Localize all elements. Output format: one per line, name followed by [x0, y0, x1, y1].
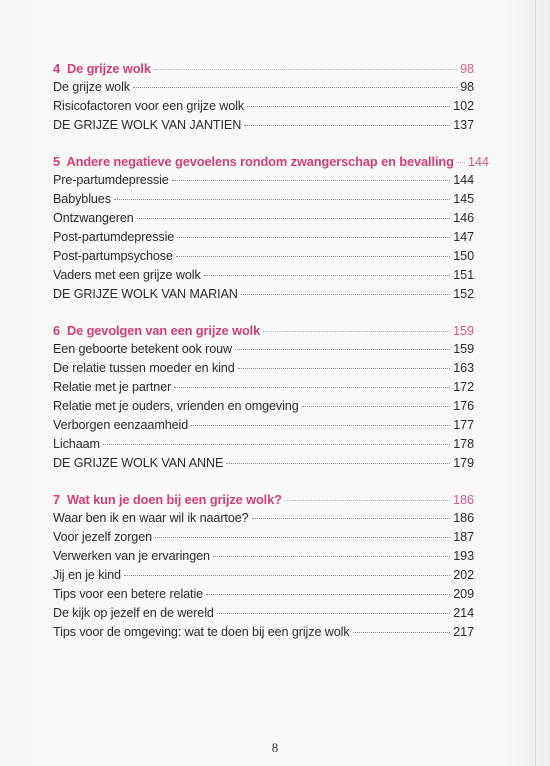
entry-title: DE GRIJZE WOLK VAN MARIAN: [53, 287, 238, 301]
entry-title: Tips voor de omgeving: wat te doen bij een grijze wolk: [53, 625, 350, 639]
toc-entry[interactable]: [53, 566, 474, 585]
entry-title: Verborgen eenzaamheid: [53, 418, 189, 432]
toc-entry[interactable]: [53, 435, 474, 454]
leader-dots: [235, 349, 450, 350]
entry-title: Relatie met je ouders, vrienden en omgeving: [53, 399, 299, 413]
page-number: 102: [453, 99, 474, 113]
toc-entry[interactable]: [53, 509, 474, 528]
chapter-heading[interactable]: [53, 490, 474, 509]
page-number: 177: [453, 418, 474, 432]
leader-dots: [241, 294, 450, 295]
page-number: 147: [453, 230, 474, 244]
leader-dots: [177, 237, 450, 238]
page-number: 179: [453, 456, 474, 470]
leader-dots: [114, 199, 450, 200]
entry-title: De kijk op jezelf en de wereld: [53, 606, 214, 620]
leader-dots: [204, 275, 451, 276]
toc-entry[interactable]: [53, 209, 474, 228]
leader-dots: [133, 87, 457, 88]
entry-title: Lichaam: [53, 437, 100, 451]
toc-entry[interactable]: [53, 528, 474, 547]
toc-entry[interactable]: [53, 585, 474, 604]
page-number: 98: [460, 80, 474, 94]
entry-title: Risicofactoren voor een grijze wolk: [53, 99, 245, 113]
page-number: 151: [453, 268, 474, 282]
toc-entry[interactable]: [53, 416, 474, 435]
toc-entry[interactable]: [53, 78, 474, 97]
page-number: 209: [453, 587, 474, 601]
leader-dots: [238, 368, 451, 369]
chapter-4: [53, 59, 474, 135]
leader-dots: [213, 556, 450, 557]
page-number: 214: [453, 606, 474, 620]
entry-title: Ontzwangeren: [53, 211, 134, 225]
leader-dots: [263, 331, 450, 332]
toc-entry[interactable]: [53, 378, 474, 397]
entry-title: Relatie met je partner: [53, 380, 172, 394]
toc-entry[interactable]: [53, 454, 474, 473]
toc-entry[interactable]: [53, 266, 474, 285]
leader-dots: [302, 406, 451, 407]
chapter-6: [53, 321, 474, 473]
entry-title: Tips voor een betere relatie: [53, 587, 204, 601]
leader-dots: [137, 218, 451, 219]
leader-dots: [176, 256, 450, 257]
page-number: 186: [453, 511, 474, 525]
page-number: 172: [453, 380, 474, 394]
entry-title: Post-partumpsychose: [53, 249, 173, 263]
leader-dots: [172, 180, 451, 181]
toc-entry[interactable]: [53, 228, 474, 247]
entry-title: Jij en je kind: [53, 568, 121, 582]
chapter-heading[interactable]: [53, 59, 474, 78]
leader-dots: [252, 518, 451, 519]
chapter-title: 5 Andere negatieve gevoelens rondom zwangerschap en bevalling: [53, 154, 454, 169]
entry-title: Voor jezelf zorgen: [53, 530, 153, 544]
page-number: 145: [453, 192, 474, 206]
entry-title: De relatie tussen moeder en kind: [53, 361, 235, 375]
page-number: 202: [453, 568, 474, 582]
page-number: 176: [453, 399, 474, 413]
chapter-title: 4 De grijze wolk: [53, 61, 151, 76]
leader-dots: [206, 594, 450, 595]
page-number: 144: [467, 154, 489, 169]
page-number: 146: [453, 211, 474, 225]
toc-entry[interactable]: [53, 171, 474, 190]
toc-entry[interactable]: [53, 397, 474, 416]
leader-dots: [191, 425, 450, 426]
entry-title: Verwerken van je ervaringen: [53, 549, 210, 563]
chapter-7: [53, 490, 474, 642]
leader-dots: [244, 125, 450, 126]
toc-entry[interactable]: [53, 340, 474, 359]
entry-title: Post-partumdepressie: [53, 230, 175, 244]
page-number: 150: [453, 249, 474, 263]
chapter-title: 6 De gevolgen van een grijze wolk: [53, 323, 261, 338]
page-number: 193: [453, 549, 474, 563]
toc-entry[interactable]: [53, 359, 474, 378]
leader-dots: [103, 444, 450, 445]
page-number: 137: [453, 118, 474, 132]
toc-entry[interactable]: [53, 247, 474, 266]
leader-dots: [247, 106, 450, 107]
leader-dots: [174, 387, 450, 388]
toc-entry[interactable]: [53, 97, 474, 116]
entry-title: DE GRIJZE WOLK VAN ANNE: [53, 456, 224, 470]
page-number: 187: [453, 530, 474, 544]
page-folio: 8: [271, 740, 279, 755]
chapter-heading[interactable]: [53, 321, 474, 340]
leader-dots: [155, 537, 450, 538]
toc-entry[interactable]: [53, 285, 474, 304]
leader-dots: [124, 575, 450, 576]
page-number: 217: [453, 625, 474, 639]
chapter-5: [53, 152, 489, 304]
toc-entry[interactable]: [53, 547, 474, 566]
page-edge: [535, 0, 536, 766]
entry-title: Vaders met een grijze wolk: [53, 268, 201, 282]
toc-entry[interactable]: [53, 623, 474, 642]
page-number: 98: [459, 61, 474, 76]
entry-title: De grijze wolk: [53, 80, 130, 94]
leader-dots: [353, 632, 451, 633]
leader-dots: [154, 69, 457, 70]
page-number: 178: [453, 437, 474, 451]
toc-entry[interactable]: [53, 116, 474, 135]
entry-title: Waar ben ik en waar wil ik naartoe?: [53, 511, 249, 525]
entry-title: Babyblues: [53, 192, 111, 206]
page-number: 152: [453, 287, 474, 301]
page-number: 163: [453, 361, 474, 375]
toc-entry[interactable]: [53, 604, 474, 623]
table-of-contents: [53, 59, 489, 659]
page-number: 144: [453, 173, 474, 187]
page-number: 186: [452, 492, 474, 507]
leader-dots: [457, 162, 465, 163]
entry-title: Pre-partumdepressie: [53, 173, 169, 187]
chapter-title: 7 Wat kun je doen bij een grijze wolk?: [53, 492, 282, 507]
entry-title: Een geboorte betekent ook rouw: [53, 342, 233, 356]
chapter-heading[interactable]: [53, 152, 489, 171]
toc-entry[interactable]: [53, 190, 474, 209]
page-number: 159: [453, 342, 474, 356]
entry-title: DE GRIJZE WOLK VAN JANTIEN: [53, 118, 242, 132]
page-number: 159: [452, 323, 474, 338]
leader-dots: [217, 613, 450, 614]
leader-dots: [285, 500, 450, 501]
leader-dots: [226, 463, 450, 464]
